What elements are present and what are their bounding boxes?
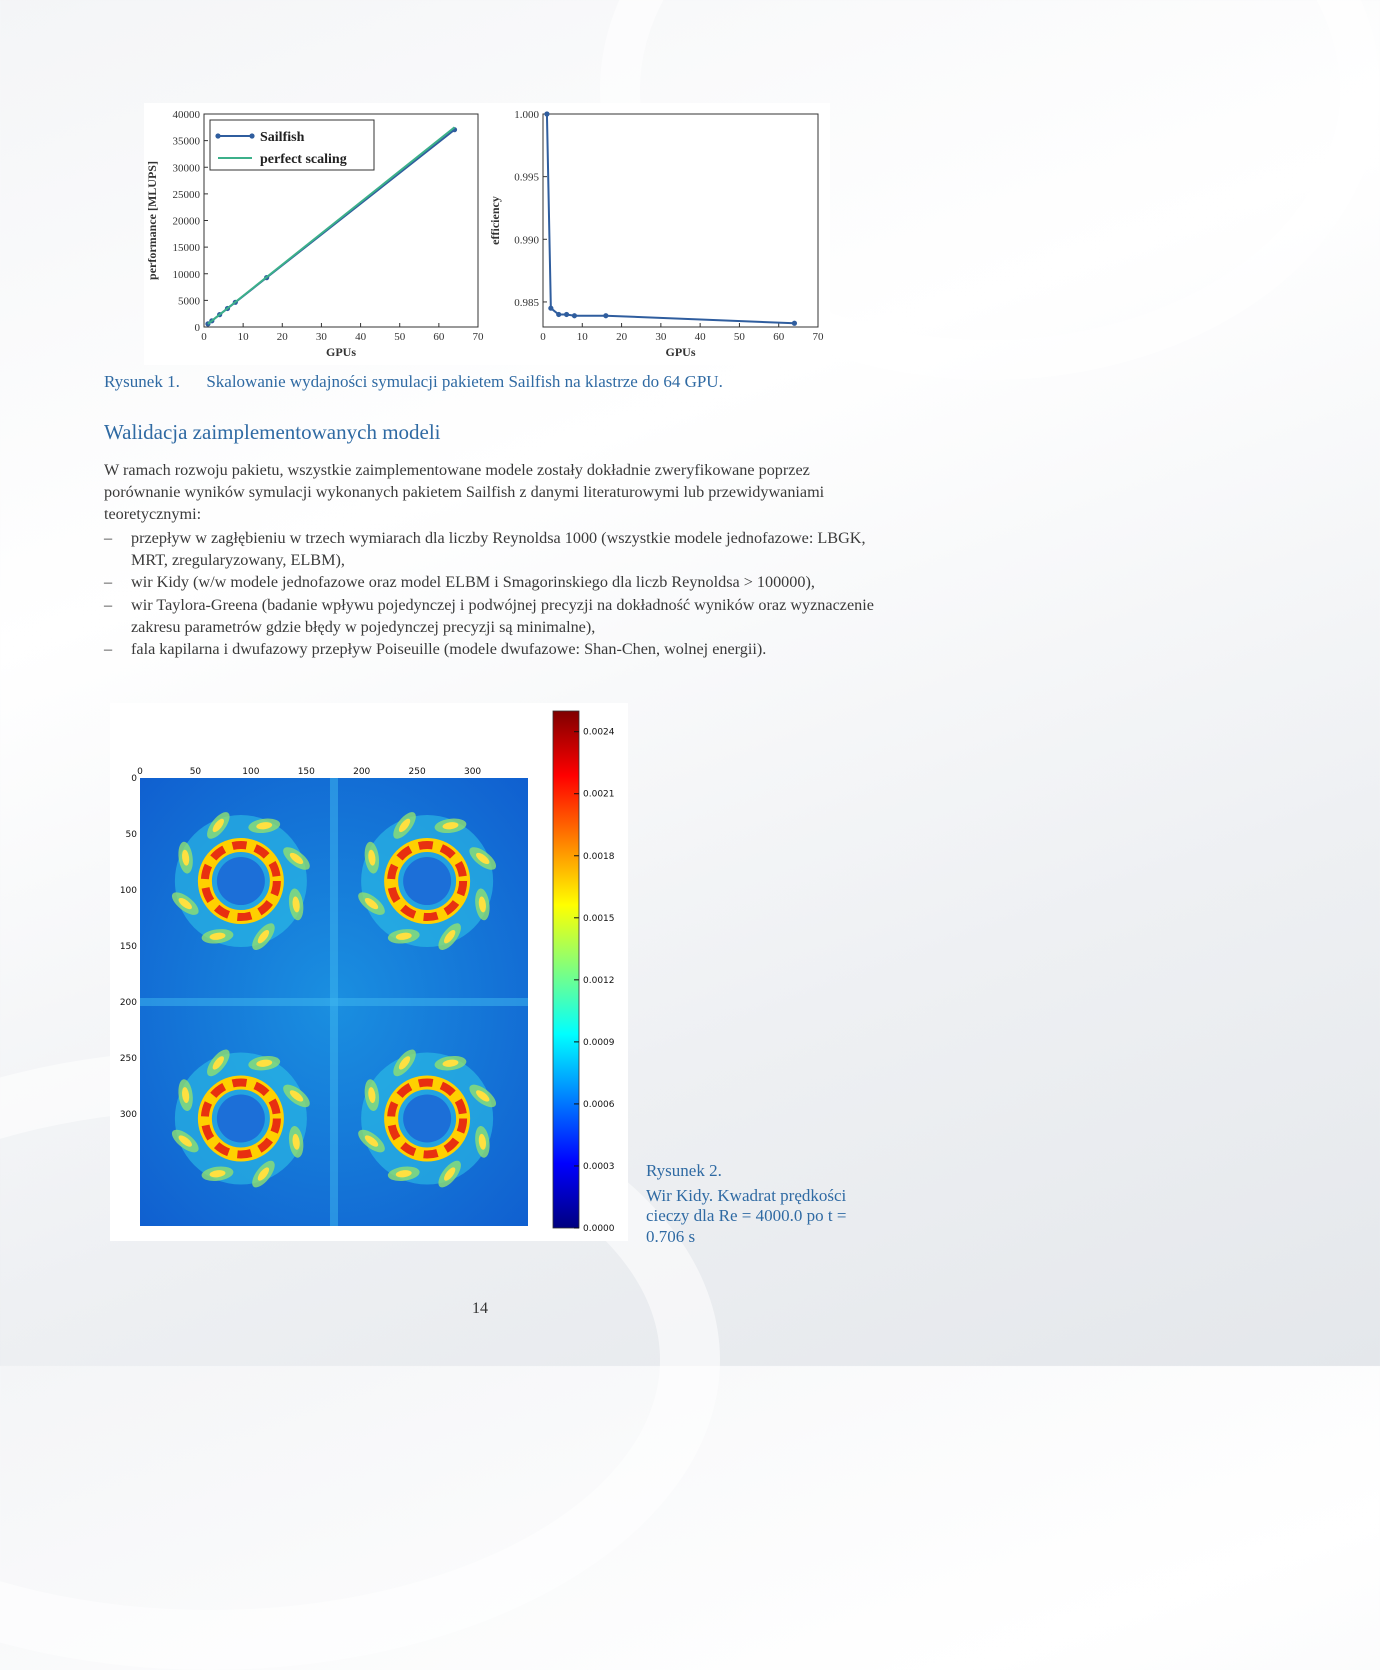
x-tick-label: 200 [353, 767, 371, 777]
y-tick-label: 40000 [172, 109, 200, 121]
y-tick-label: 5000 [178, 295, 200, 308]
x-tick-label: 0 [201, 331, 207, 343]
x-tick-label: 40 [355, 331, 367, 343]
colorbar-tick-label: 0.0021 [583, 789, 615, 800]
vortex-core [217, 857, 265, 905]
x-tick-label: 10 [576, 331, 588, 343]
x-tick-label: 70 [472, 331, 484, 343]
list-item: – wir Kidy (w/w modele jednofazowe oraz model ELBM i Smagorinskiego dla liczb Reynoldsa > 100000), [104, 571, 874, 593]
y-tick-label: 30000 [172, 162, 200, 175]
y-tick-label: 1.000 [514, 109, 539, 121]
data-point [572, 313, 577, 318]
x-tick-label: 60 [773, 331, 785, 343]
x-tick-label: 10 [237, 331, 249, 343]
y-tick-label: 250 [119, 1054, 137, 1064]
data-point [564, 312, 569, 317]
x-tick-label: 50 [394, 331, 406, 343]
figure1-caption [104, 372, 723, 392]
colorbar-tick-label: 0.0024 [583, 727, 615, 738]
legend-entry: perfect scaling [260, 152, 347, 167]
x-tick-label: 30 [655, 331, 667, 343]
data-point [792, 321, 797, 326]
y-tick-label: 100 [119, 886, 137, 896]
x-tick-label: 50 [189, 767, 202, 777]
list-item: – fala kapilarna i dwufazowy przepływ Poiseuille (modele dwufazowe: Shan-Chen, wolnej energii). [104, 638, 874, 660]
plot-frame [543, 114, 818, 327]
colorbar-tick-label: 0.0003 [583, 1161, 615, 1172]
figure2-caption [646, 1161, 886, 1247]
data-point [548, 306, 553, 311]
x-tick-label: 70 [812, 331, 824, 343]
colorbar-tick-label: 0.0015 [583, 913, 615, 924]
figure2-panel [110, 703, 628, 1241]
heatmap-field [140, 778, 528, 1226]
y-tick-label: 300 [119, 1110, 137, 1120]
y-tick-label: 10000 [172, 268, 200, 281]
validation-list [104, 527, 874, 660]
y-tick-label: 0 [194, 322, 200, 334]
x-tick-label: 0 [137, 767, 143, 777]
shear-band [140, 998, 528, 1006]
efficiency-chart [488, 103, 830, 365]
colorbar-tick-label: 0.0018 [583, 851, 615, 862]
x-tick-label: 150 [297, 767, 315, 777]
x-tick-label: 20 [616, 331, 628, 343]
colorbar-tick-label: 0.0000 [583, 1224, 615, 1234]
vortex-core [403, 1094, 451, 1142]
y-tick-label: 50 [125, 830, 137, 840]
y-tick-label: 200 [119, 998, 137, 1008]
y-tick-label: 0.985 [514, 296, 539, 309]
colorbar-tick-label: 0.0009 [583, 1037, 615, 1048]
data-point [603, 313, 608, 318]
x-tick-label: 250 [408, 767, 426, 777]
performance-chart [144, 103, 494, 365]
list-item: – wir Taylora-Greena (badanie wpływu pojedynczej i podwójnej precyzji na dokładność wyników oraz wyznaczenie zakresu parametrów gdzie błędy w pojedynczej precyzji są minimalne), [104, 594, 874, 638]
x-tick-label: 60 [433, 331, 445, 343]
data-point [544, 111, 549, 116]
y-tick-label: 150 [119, 942, 137, 952]
y-axis-label: efficiency [488, 196, 502, 245]
page-number: 14 [472, 1300, 488, 1317]
legend-entry: Sailfish [260, 130, 305, 145]
x-tick-label: 40 [694, 331, 706, 343]
list-item: – przepływ w zagłębieniu w trzech wymiarach dla liczby Reynoldsa 1000 (wszystkie modele jednofazowe: LBGK, MRT, zregularyzowany, ELBM), [104, 527, 874, 571]
legend-marker [249, 133, 254, 138]
y-tick-label: 0.990 [514, 234, 539, 247]
x-tick-label: 50 [733, 331, 745, 343]
figure2-caption-text: Wir Kidy. Kwadrat prędkości cieczy dla Re = 4000.0 po t = 0.706 s [646, 1185, 847, 1246]
x-axis-label: GPUs [326, 345, 356, 359]
figure1-caption-text: Skalowanie wydajności symulacji pakietem Sailfish na klastrze do 64 GPU. [206, 372, 723, 391]
data-point [556, 312, 561, 317]
y-tick-label: 0 [131, 774, 137, 784]
figure1-caption-label: Rysunek 1. [104, 372, 180, 391]
y-tick-label: 0.995 [514, 171, 539, 184]
figure1-panel [144, 103, 830, 365]
x-axis-label: GPUs [665, 345, 696, 359]
section-heading: Walidacja zaimplementowanych modeli [104, 420, 441, 444]
y-tick-label: 35000 [172, 135, 200, 148]
colorbar [553, 711, 579, 1228]
vortex-core [217, 1094, 265, 1142]
vortex-core [403, 857, 451, 905]
intro-paragraph: W ramach rozwoju pakietu, wszystkie zaimplementowane modele zostały dokładnie zweryfikowane poprzez porównanie wyników symulacji wykonanych pakietem Sailfish z danymi literaturowymi lub przewidywaniami teoretycznymi: [104, 461, 825, 524]
kida-vortex-heatmap [110, 703, 628, 1241]
y-tick-label: 25000 [172, 188, 200, 201]
x-tick-label: 300 [463, 767, 482, 777]
colorbar-tick-label: 0.0012 [583, 975, 615, 986]
x-tick-label: 20 [276, 331, 288, 343]
x-tick-label: 30 [315, 331, 327, 343]
x-tick-label: 100 [242, 767, 260, 777]
figure2-label: Rysunek 2. [646, 1161, 722, 1180]
legend-marker [215, 133, 220, 138]
y-tick-label: 20000 [172, 215, 200, 228]
x-tick-label: 0 [540, 331, 546, 343]
y-tick-label: 15000 [172, 242, 200, 255]
colorbar-tick-label: 0.0006 [583, 1099, 615, 1110]
y-axis-label: performance [MLUPS] [145, 161, 159, 280]
